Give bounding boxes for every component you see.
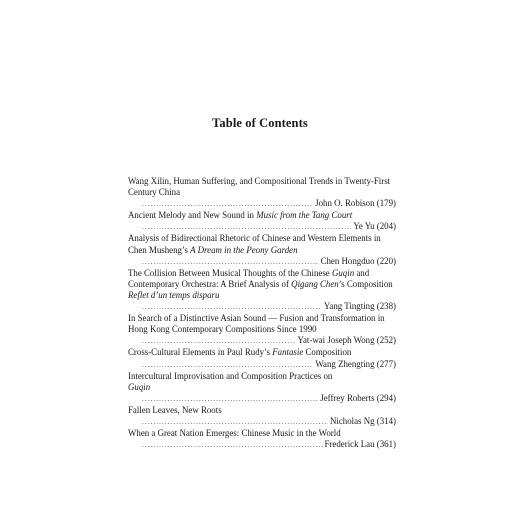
- leader-line: [128, 335, 396, 347]
- title-segment: Hong Kong Contemporary Compositions Since 1990: [128, 324, 317, 335]
- entry-title-line: [128, 290, 396, 301]
- dot-leader: [142, 394, 318, 405]
- dot-leader: [142, 199, 313, 210]
- entry-author-page: Wang Zhengting (277): [315, 358, 396, 369]
- title-segment: Cross-Cultural Elements in Paul Rudy’s: [128, 347, 273, 358]
- entry-title: [128, 371, 396, 393]
- entry-title-line: [128, 405, 396, 416]
- title-segment: Chen Musheng’s: [128, 244, 191, 255]
- leader-line: [128, 198, 396, 210]
- entry-title-line: [128, 279, 396, 290]
- title-segment: Analysis of Bidirectional Rhetoric of Chinese and Western Elements in: [128, 233, 381, 244]
- title-segment: The Collision Between Musical Thoughts of the Chinese: [128, 267, 332, 278]
- toc-entry: [128, 313, 396, 347]
- title-segment: Wang Xilin, Human Suffering, and Compositional Trends in Twenty-First: [128, 176, 391, 186]
- dot-leader: [142, 302, 322, 313]
- title-segment: ’s Composition: [338, 278, 393, 289]
- entry-title-line: [128, 428, 396, 439]
- entry-title-line: [128, 313, 396, 324]
- leader-line: [128, 359, 396, 371]
- title-segment: Fallen Leaves, New Roots: [128, 404, 222, 415]
- entry-title-line: [128, 187, 396, 198]
- entry-title-line: [128, 210, 396, 221]
- entry-title: [128, 210, 396, 221]
- toc-entry: [128, 428, 396, 451]
- title-segment: Century China: [128, 187, 181, 198]
- page-title: Table of Contents: [212, 116, 308, 130]
- leader-line: [128, 393, 396, 405]
- italic-title-segment: Guqin: [331, 267, 355, 278]
- entry-title-line: [128, 268, 396, 279]
- dot-leader: [142, 257, 319, 268]
- dot-leader: [142, 360, 313, 371]
- italic-title-segment: Guqin: [128, 381, 151, 392]
- entry-title-line: [128, 371, 396, 382]
- toc-entry: [128, 371, 396, 405]
- italic-title-segment: A Dream in the Peony Garden: [190, 244, 298, 255]
- entry-title-line: [128, 245, 396, 256]
- leader-line: [128, 221, 396, 233]
- entry-author-page: Nicholas Ng (314): [329, 415, 396, 426]
- toc-entry: [128, 176, 396, 210]
- title-segment: and: [354, 267, 370, 278]
- entry-author-page: Yat-wai Joseph Wong (252): [297, 335, 396, 346]
- entry-title: [128, 313, 396, 335]
- leader-line: [128, 256, 396, 268]
- italic-title-segment: Music from the Tang Court: [256, 210, 353, 221]
- toc-entry: [128, 210, 396, 233]
- entry-title-line: [128, 233, 396, 244]
- toc-entry: [128, 268, 396, 313]
- leader-line: [128, 439, 396, 451]
- dot-leader: [142, 440, 323, 451]
- entry-title-line: [128, 382, 396, 393]
- entry-author-page: John O. Robison (179): [315, 198, 396, 209]
- title-segment: When a Great Nation Emerges: Chinese Music in the World: [128, 428, 341, 439]
- entry-title: [128, 347, 396, 358]
- entry-author-page: Ye Yu (204): [353, 221, 396, 232]
- entry-title-line: [128, 176, 396, 187]
- toc-entry: [128, 347, 396, 370]
- title-segment: Ancient Melody and New Sound in: [128, 210, 257, 221]
- leader-line: [128, 416, 396, 428]
- toc-list: [128, 176, 396, 451]
- leader-line: [128, 301, 396, 313]
- entry-title: [128, 428, 396, 439]
- title-segment: Composition: [303, 347, 352, 358]
- toc-entry: [128, 405, 396, 428]
- entry-author-page: Chen Hongduo (220): [320, 255, 396, 266]
- entry-title-line: [128, 324, 396, 335]
- dot-leader: [142, 336, 295, 347]
- entry-title: [128, 268, 396, 301]
- title-segment: In Search of a Distinctive Asian Sound — Fusion and Transformation in: [128, 313, 385, 324]
- dot-leader: [142, 222, 351, 233]
- entry-title: [128, 176, 396, 198]
- italic-title-segment: Reflet d’un temps disparu: [128, 289, 220, 300]
- entry-author-page: Frederick Lau (361): [324, 439, 396, 450]
- toc-entry: [128, 233, 396, 267]
- italic-title-segment: Fantasie: [272, 347, 304, 358]
- entry-author-page: Yang Tingting (238): [323, 301, 396, 312]
- title-segment: Intercultural Improvisation and Composition Practices on: [128, 370, 333, 381]
- entry-title: [128, 405, 396, 416]
- entry-title: [128, 233, 396, 255]
- entry-title-line: [128, 347, 396, 358]
- title-segment: Contemporary Orchestra: A Brief Analysis of: [128, 278, 292, 289]
- italic-title-segment: Qigang Chen: [291, 278, 339, 289]
- entry-author-page: Jeffrey Roberts (294): [320, 392, 396, 403]
- dot-leader: [142, 417, 328, 428]
